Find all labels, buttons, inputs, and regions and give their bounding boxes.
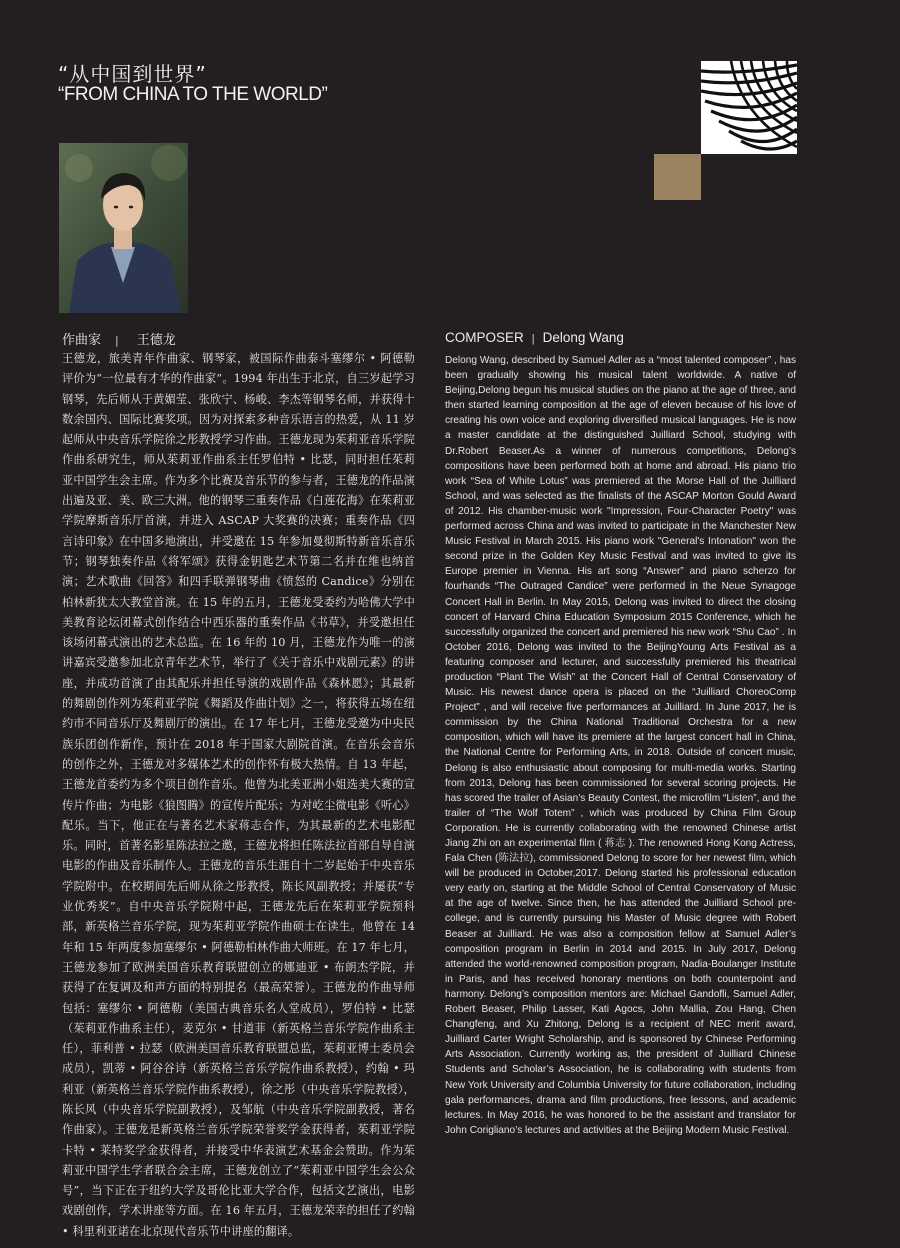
chinese-name: 王德龙 [136,333,176,348]
english-biography: Delong Wang, described by Samuel Adler as a “most talented composer” , has been gradually showing his musical talent worldwide. A native of Beijing,Delong begun his musical studies on the piano at the age of three, and then started learning composition at the age of eleven because of his love of creating his own voice and exploring diversified musical languages. He is now a master candidate at the distinguished Juilliard School, studying with Dr.Robert Beaser.As a winner of numerous competitions, Delong’s compositions have been performed both at home and abroad. His piano trio work “Sea of White Lotus” was premiered at the Morse Hall of the Juilliard School, and was selected as the finalists of the ASCAP Morton Gould Award of 2012. His chamber-music work "Impression, Four-Character Poetry" was performed across China and was invited to participate in the Manchester New Music Festival in March 2015. His piano work "General's Intonation" won the second prize in the Golden Key Music Festival and was invited to give its Europe premier in Vienna. His art song “Answer” and piano scherzo for fourhands “The Outraged Candice” were performed in the Neue Synagoge Concert Hall in Berlin. In May 2015, Delong was invited to direct the closing concert of Harvard China Education Symposium 2015 Conference, which he successfully organized the concert and premiered his new work “Shu Cao” . In October 2016, Delong was invited to the BeijingYoung Arts Festival as a featuring composer and lecturer, and successfully premiered his theatrical production “Plant The Wish” at the Concert Hall of Central Conservatory of Music. His newest dance opera is placed on the “Juilliard ChoreoComp Project” , and will receive five performances at Juilliard. In June 2017, he is commission by the China National Traditional Orchestra for a new composition, which will have its premiere at the largest concert hall in China, the National Centre for Performing Arts, in 2018. Outside of concert music, Delong is also enthusiastic about composing for multi-media works. Starting from 2013, Delong has been commissioned for several scoring projects. He has scored the trailer of Asian’s Beauty Contest, the microfilm “Listen”, and the trailer of “The Wolf Totem” , which was produced by China Film Group Corporation. He is currently collaborating with the renowned Chinese artist Jiang Zhi on an experimental film ( 蒋志 ). The renowned Hong Kong Actress, Fala Chen (陈法拉), commissioned Delong to score for her newest film, which will be produced in October,2017. Delong started his professional education very early on, starting at the Middle School of Central Conservatory of Music at the age of twelve. Since then, he has attended the Juilliard School pre-college, and is currently pursuing his Master of Music degree with Robert Beaser at Juilliard. He was also a composition fellow at Samuel Adler’s composition program in Berlin in 2014 and 2015. In July 2017, Delong attended the world-renowned composition program, Nadia-Boulanger Institute in Paris, and has received honorary mentions on both counterpoint and harmony. Delong’s composition mentors are: Michael Gandofli, Samuel Adler, Robert Beaser, Philip Lasser, Kati Agocs, John Mallia, Zou Hang, Chen Changfeng, and Xu Zhitong, Delong is a recipient of NEC merit award, Juilliard Carter Wright Scholarship, and is sponsored by Chinese Performing Arts Association. Currently working as, the president of Juilliard Chinese Students and Scholar’s Association, he is collaborating with students from New York University and Columbia University for future collaboration, including gala performances, drama and film productions, free lessons, and academic lectures. In May 2016, he was honored to be the assistant and translator for John Corigliano’s lectures and activities at the Beijing Modern Music Festival. [445,355,796,1136]
chinese-separator: | [115,334,119,347]
chinese-biography: 王德龙，旅美青年作曲家、钢琴家，被国际作曲泰斗塞缪尔 • 阿德勒评价为“一位最有才华的作曲家”。1994 年出生于北京，自三岁起学习钢琴，先后师从于黄媚莹、张欣宁、杨峻、李杰等钢琴名师，并获得十数余国内、国际比赛奖项。因为对探索多种音乐语言的热爱，从 11 岁起师从中央音乐学院徐之彤教授学习作曲。王德龙现为茱莉亚音乐学院作曲系研究生，师从茱莉亚作曲系主任罗伯特 • 比瑟，同时担任茱莉亚中国学生会主席。作为多个比赛及音乐节的参与者，王德龙的作品演出遍及亚、美、欧三大洲。他的钢琴三重奏作品《白莲花海》在茱莉亚学院摩斯音乐厅首演，并进入 ASCAP 大奖赛的决赛；重奏作品《四言诗印象》在中国多地演出，并受邀在 15 年参加曼彻斯特新音乐音乐节；钢琴独奏作品《将军颂》获得金钥匙艺术节第二名并在维也纳首演；艺术歌曲《回答》和四手联弹钢琴曲《愤怒的 Candice》分别在柏林新犹太大教堂首演。在 15 年的五月，王德龙受委约为哈佛大学中美教育论坛闭幕式创作结合中西乐器的重奏作品《书草》，并受邀担任该场闭幕式演出的艺术总监。在 16 年的 10 月，王德龙作为唯一的演讲嘉宾受邀参加北京青年艺术节，举行了《关于音乐中戏剧元素》的讲座，并成功首演了由其配乐并担任导演的戏剧作品《森林愿》；其最新的舞剧创作列为茱莉亚学院《舞蹈及作曲计划》之一，将获得五场在纽约市不同音乐厅及舞剧厅的演出。在 17 年七月，王德龙受邀为中央民族乐团创作新作，预计在 2018 年于国家大剧院首演。在音乐会音乐的创作之外，王德龙对多媒体艺术的创作怀有极大热情。自 13 年起，王德龙首委约为多个项目创作音乐。他曾为北美亚洲小姐选美大赛的宣传片作曲；为电影《狼图腾》的宣传片配乐；为对屹尘微电影《听心》配乐。当下，他正在与著名艺术家蒋志合作，为其最新的艺术电影配乐。同时，首著名影星陈法拉之邀，王德龙将担任陈法拉首部自导自演电影的作曲及音乐制作人。王德龙的音乐生涯自十二岁起始于中央音乐学院附中。在校期间先后师从徐之彤教授，陈长风副教授；并屡获“专业优秀奖”。自中央音乐学院附中起，王德龙先后在茱莉亚学院预科部，新英格兰音乐学院，现为茱莉亚学院作曲硕士在读生。他曾在 14 年和 15 年两度参加塞缪尔 • 阿德勒柏林作曲大师班。在 17 年七月，王德龙参加了欧洲美国音乐教育联盟创立的娜迪亚 • 布朗杰学院，并获得了在复调及和声方面的特别提名（最高荣誉）。王德龙的作曲导师包括：塞缪尔 • 阿德勒（美国古典音乐名人堂成员），罗伯特 • 比瑟（茱莉亚作曲系主任），麦克尔 • 甘道菲（新英格兰音乐学院作曲系主任），菲利普 • 拉瑟（欧洲美国音乐教育联盟总监，茱莉亚博士委员会成员），凯蒂 • 阿谷谷诗（新英格兰音乐学院作曲系教授），约翰 • 玛利亚（新英格兰音乐学院作曲系教授），徐之彤（中央音乐学院教授），陈长风（中央音乐学院副教授），及邹航（中央音乐学院副教授，著名作曲家）。王德龙是新英格兰音乐学院荣誉奖学金获得者，茱莉亚学院卡特 • 莱特奖学金获得者，并接受中华表演艺术基金会赞助。作为茱莉亚中国学生学者联合会主席，王德龙创立了“茱莉亚中国学生会公众号”，当下正在于纽约大学及哥伦比亚大学合作，包括文艺演出，电影戏剧创作，学术讲座等方面。在 16 年五月，王德龙荣幸的担任了约翰 • 科里利亚诺在北京现代音乐节中讲座的翻译。 [62,352,415,1238]
portrait-illustration [59,143,188,313]
chinese-heading [62,329,176,348]
page-title-english: “FROM CHINA TO THE WORLD” [58,84,328,105]
portrait-photo [59,143,188,313]
english-heading [445,330,624,345]
english-name: Delong Wang [542,330,624,345]
op-art-pattern-graphic [701,61,797,154]
english-separator: | [531,333,535,345]
chinese-role: 作曲家 [62,333,102,348]
accent-square [654,154,701,200]
english-role: COMPOSER [445,330,524,345]
page-title-chinese: “从中国到世界” [58,62,207,86]
op-art-pattern-svg [701,61,797,154]
